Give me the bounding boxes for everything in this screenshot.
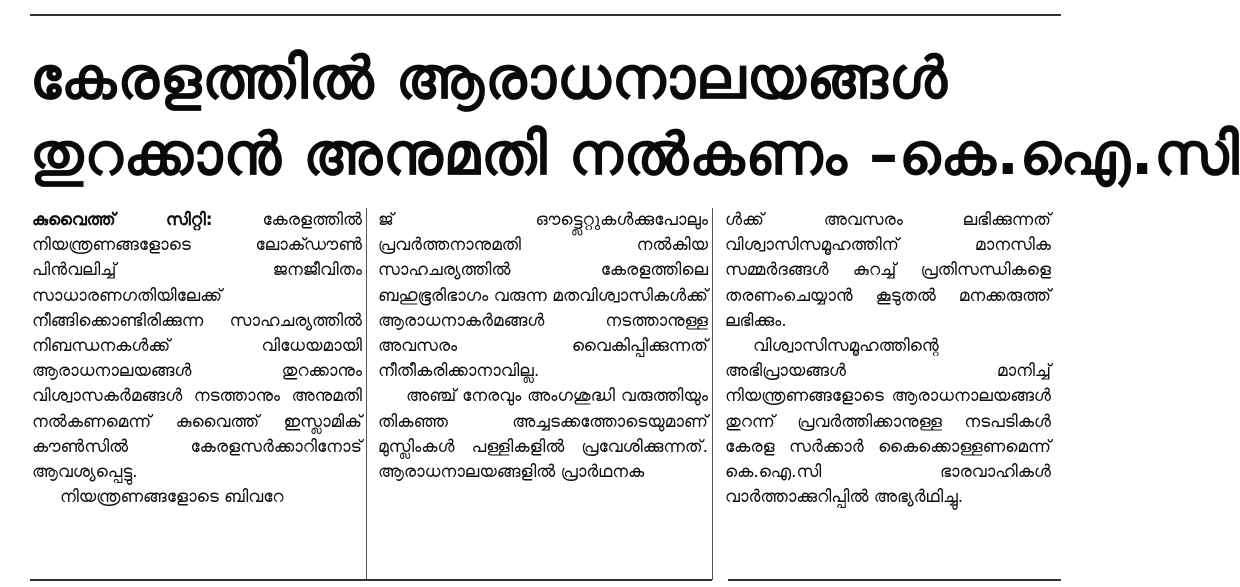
headline-line-2: തുറക്കാൻ അനുമതി നൽകണം –കെ.ഐ.സി xyxy=(30,120,1240,188)
article-paragraph xyxy=(32,208,362,485)
article-paragraph: അഞ്ച് നേരവും അംഗശുദ്ധി വരുത്തിയും തികഞ്ഞ അച്ചടക്കത്തോടെയുമാണ് മുസ്ലിംകൾ പള്ളികളിൽ പ്രവേശിക്കുന്നത്. ആരാധനാലയങ്ങളിൽ പ്രാർഥനക xyxy=(378,386,708,483)
top-rule xyxy=(30,14,1061,16)
article-paragraph: നിയന്ത്രണങ്ങളോടെ ബിവറേ xyxy=(60,487,284,508)
paragraph-text: കേരളത്തിൽ നിയന്ത്രണങ്ങളോടെ ലോക്ഡൗൺ പിൻവലിച്ച് ജനജീവിതം സാധാരണഗതിയിലേക്ക് നീങ്ങിക്കൊണ്ടിരിക്കുന്ന സാഹചര്യത്തിൽ നിബന്ധനകൾക്ക് വിധേയമായി ആരാധനാലയങ്ങൾ തുറക്കാനും വിശ്വാസകർമങ്ങൾ നടത്താനും അനുമതി നൽകണമെന്ന് കുവൈത്ത് ഇസ്ലാമിക് കൗൺസിൽ കേരളസർക്കാറിനോട് ആവശ്യപ്പെട്ടു. xyxy=(32,210,362,483)
headline xyxy=(30,40,1240,192)
article-paragraph: ൾക്ക് അവസരം ലഭിക്കുന്നത് വിശ്വാസിസമൂഹത്തിന് മാനസിക സമ്മർദങ്ങൾ കുറച്ച് പ്രതിസന്ധികളെ തരണംചെയ്യാൻ കൂടുതൽ മനക്കരുത്ത് ലഭിക്കും. xyxy=(725,210,1051,331)
column-divider xyxy=(712,208,713,580)
article-column-3 xyxy=(725,208,1051,568)
bottom-rule xyxy=(728,579,1061,581)
bottom-rule xyxy=(30,579,712,581)
headline-line-1: കേരളത്തിൽ ആരാധനാലയങ്ങൾ xyxy=(30,44,948,112)
article-column-1 xyxy=(32,208,362,568)
article-paragraph: വിശ്വാസിസമൂഹത്തിന്റെ അഭിപ്രായങ്ങൾ മാനിച്ച് നിയന്ത്രണങ്ങളോടെ ആരാധനാലയങ്ങൾ തുറന്ന് പ്രവർത്തിക്കാനുള്ള നടപടികൾ കേരള സർക്കാർ കൈക്കൊള്ളണമെന്ന് കെ.ഐ.സി ഭാരവാഹികൾ വാർത്താക്കുറിപ്പിൽ അഭ്യർഥിച്ചു. xyxy=(725,336,1051,508)
column-divider xyxy=(366,208,367,580)
article-paragraph: ജ് ഔട്ട്ലെറ്റുകൾക്കുപോലും പ്രവർത്തനാനുമതി നൽകിയ സാഹചര്യത്തിൽ കേരളത്തിലെ ബഹുഭൂരിഭാഗം വരുന്ന മതവിശ്വാസികൾക്ക് ആരാധനാകർമങ്ങൾ നടത്താനുള്ള അവസരം വൈകിപ്പിക്കുന്നത് നീതീകരിക്കാനാവില്ല. xyxy=(378,210,708,382)
article-column-2 xyxy=(378,208,708,568)
dateline: കുവൈത്ത് സിറ്റി: xyxy=(32,210,213,230)
